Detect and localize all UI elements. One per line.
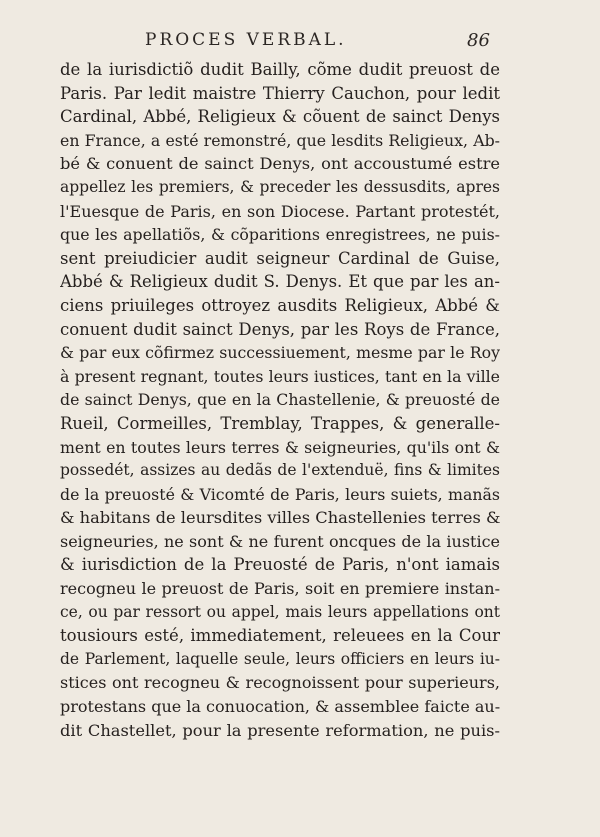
text-line: de sainct Denys, que en la Chastellenie, & preuosté de xyxy=(60,390,500,410)
text-line: & habitans de leursdites villes Chastellenies terres & xyxy=(60,508,500,528)
running-title: PROCES VERBAL. xyxy=(145,30,347,50)
text-line: de la preuosté & Vicomté de Paris, leurs suiets, manãs xyxy=(60,484,500,504)
text-line: tousiours esté, immediatement, releuees en la Cour xyxy=(60,626,500,646)
text-line: recogneu le preuost de Paris, soit en premiere instan- xyxy=(60,579,500,599)
text-line: & par eux cõfirmez successiuement, mesme par le Roy xyxy=(60,343,500,363)
text-line: possedét, assizes au dedãs de l'extenduë, fins & limites xyxy=(60,461,500,480)
text-line: de Parlement, laquelle seule, leurs officiers en leurs iu- xyxy=(60,649,500,668)
text-line: seigneuries, ne sont & ne furent oncques de la iustice xyxy=(60,531,500,551)
text-line: conuent dudit sainct Denys, par les Roys de France, xyxy=(60,319,500,339)
text-line: ciens priuileges ottroyez ausdits Religieux, Abbé & xyxy=(60,295,500,315)
text-line: ce, ou par ressort ou appel, mais leurs appellations ont xyxy=(60,602,500,621)
text-line: Abbé & Religieux dudit S. Denys. Et que par les an- xyxy=(60,272,500,292)
text-line: Cardinal, Abbé, Religieux & cõuent de sainct Denys xyxy=(60,107,500,127)
text-line: dit Chastellet, pour la presente reformation, ne puis- xyxy=(60,720,500,740)
text-line: ment en toutes leurs terres & seigneuries, qu'ils ont & xyxy=(60,437,500,457)
text-line: & iurisdiction de la Preuosté de Paris, n'ont iamais xyxy=(60,555,500,575)
text-line: stices ont recogneu & recognoissent pour superieurs, xyxy=(60,673,500,693)
text-line: l'Euesque de Paris, en son Diocese. Partant protestét, xyxy=(60,201,500,221)
text-line: de la iurisdictiõ dudit Bailly, cõme dudit preuost de xyxy=(60,60,500,79)
text-line: à present regnant, toutes leurs iustices, tant en la ville xyxy=(60,366,500,386)
text-line: bé & conuent de sainct Denys, ont accoustumé estre xyxy=(60,154,500,174)
body-text xyxy=(60,58,500,742)
page-number: 86 xyxy=(467,30,490,51)
text-line: sent preiudicier audit seigneur Cardinal de Guise, xyxy=(60,248,500,268)
page-header xyxy=(0,30,600,56)
text-line: en France, a esté remonstré, que lesdits Religieux, Ab- xyxy=(60,130,500,150)
text-line: protestans que la conuocation, & assemblee faicte au- xyxy=(60,697,500,717)
text-line: Rueil, Cormeilles, Tremblay, Trappes, & generalle- xyxy=(60,413,500,433)
text-line: que les apellatiõs, & cõparitions enregistrees, ne puis- xyxy=(60,225,500,245)
text-line: appellez les premiers, & preceder les dessusdits, apres xyxy=(60,177,500,196)
text-line: Paris. Par ledit maistre Thierry Cauchon, pour ledit xyxy=(60,83,500,103)
